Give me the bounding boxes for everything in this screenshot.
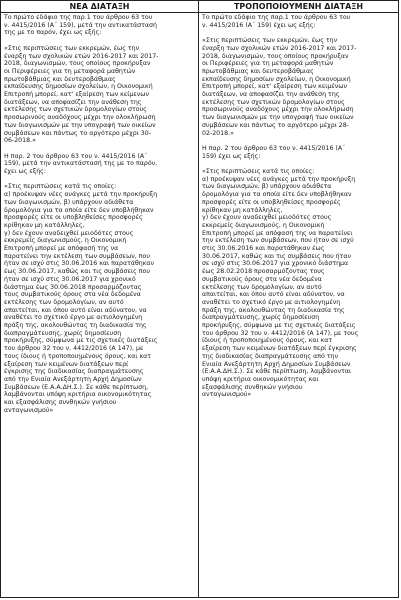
header-new-provision: ΝΕΑ ΔΙΑΤΑΞΗ [1, 1, 198, 13]
old-para1-text: «Στις περιπτώσεις των εκκρεμών, έως την έναρξη των σχολικών ετών 2016-2017 και 2017- 2018, διαγωνισμών, τους οποίους προκήρυξαν οι Περιφέρειες για τη μεταφορά μαθητών πρωτοβάθμιας και δευτεροβάθμιας εκπαίδευσης δημοσίων σχολείων, η Οικονομική Επιτροπή μπορεί, κατ' εξαίρεση των κειμένων διατάξεων, να αποφασίζει την ανάθεση της εκτέλεσης των σχετικών δρομολογίων στους προσωρινούς αναδόχους μέχρι την ολοκλήρωση των διαγωνισμών με την υπογραφή των οικείων συμβάσεων και πάντως το αργότερο μέχρι 28- 02-2018.» [202, 37, 357, 137]
new-para2-intro: Η παρ. 2 του άρθρου 63 του ν. 4415/2016 (Α΄ 159), μετά την αντικατάστασή της με το παρόν, έχει ως εξής: [4, 152, 158, 176]
old-para1-intro: Το πρώτο εδάφιο της παρ.1 του άρθρου 63 του ν. 4415/2016 (Α΄ 159) έχει ως εξής: [202, 14, 351, 29]
column-divider [198, 1, 199, 597]
new-para1-intro: Το πρώτο εδάφιο της παρ.1 του άρθρου 63 του ν. 4415/2016 (Α΄ 159), μετά την αντικατάστασή της με το παρόν, έχει ως εξής: [4, 14, 157, 37]
new-para1-text: «Στις περιπτώσεις των εκκρεμών, έως την έναρξη των σχολικών ετών 2016-2017 και 2017- 2018, διαγωνισμών, τους οποίους προκήρυξαν οι Περιφέρειες για τη μεταφορά μαθητών πρωτοβάθμιας και δευτεροβάθμιας εκπαίδευσης δημοσίων σχολείων, η Οικονομική Επιτροπή μπορεί, κατ' εξαίρεση των κείμενων διατάξεων, να αποφασίζει την ανάθεση της εκτέλεσης των σχετικών δρομολογίων στους προσωρινούς αναδόχους μέχρι την ολοκλήρωση των διαγωνισμών με την υπογραφή των οικείων συμβάσεων και πάντως το αργότερο μέχρι 30- 06-2018.» [4, 44, 159, 145]
new-provision-column [4, 14, 195, 597]
new-para2-text: «Στις περιπτώσεις κατά τις οποίες: α) προέκυψαν νέες ανάγκες μετά την προκήρυξη των διαγωνισμών, β) υπάρχουν αδιάθετα δρομολόγια για τα οποία είτε δεν υποβλήθηκαν προσφορές είτε οι υποβληθείσες προσφορές κρίθηκαν μη κατάλληλες, γ) δεν έχουν αναδειχθεί μειοδότες στους εκκρεμείς διαγωνισμούς, η Οικονομική Επιτροπή μπορεί με απόφασή της να παρατείνει την εκτέλεση των συμβάσεων, που ήταν σε ισχύ στις 30.06.2016 και παρατάθηκαν έως 30.06.2017, καθώς και τις συμβάσεις που ήταν σε ισχύ στις 30.06.2017 για χρονικό διάστημα έως 30.06.2018 προσαρμόζοντας τους συμβατικούς όρους στα νέα δεδομένα εκτέλεσης των δρομολογίων, αν αυτό απαιτείται, και όπου αυτό είναι αδύνατον, να αναθέτει το σχετικό έργο με αιτιολογημένη πράξη της, ακολουθώντας τη διαδικασία της διαπραγμάτευσης, χωρίς δημοσίευση προκήρυξης, σύμφωνα με τις σχετικές διατάξεις του άρθρου 32 του ν. 4412/2016 (Α 147), με τους ίδιους ή τροποποιημένους όρους, και κατ εξαίρεση των κειμένων διατάξεων περί έγκρισης της διαδικασίας διαπραγμάτευσης από την Ενιαία Ανεξάρτητη Αρχή Δημοσίων Συμβάσεων (Ε.Α.Α.ΔΗ.Σ.). Σε κάθε περίπτωση, λαμβάνονται υπόψη κριτήρια οικονομικότητας και εξασφάλισης συνθηκών γνήσιου ανταγωνισμού» [4, 183, 158, 414]
header-amended-provision: ΤΡΟΠΟΠΟΙΟΥΜΕΝΗ ΔΙΑΤΑΞΗ [199, 1, 398, 13]
old-para2-text: «Στις περιπτώσεις κατά τις οποίες: α) προέκυψαν νέες ανάγκες μετά την προκήρυξη των διαγωνισμών, β) υπάρχουν αδιάθετα δρομολόγια για τα οποία είτε δεν υποβλήθηκαν προσφορές είτε οι υποβληθείσες προσφορές κρίθηκαν μη κατάλληλες, γ) δεν έχουν αναδειχθεί μειοδότες στους εκκρεμείς διαγωνισμούς, η Οικονομική Επιτροπή μπορεί με απόφασή της να παρατείνει την εκτέλεση των συμβάσεων, που ήταν σε ισχύ στις 30.06.2016 και παρατάθηκαν έως 30.06.2017, καθώς και τις συμβάσεις που ήταν σε ισχύ στις 30.06.2017 για χρονικό διάστημα έως 28.02.2018 προσαρμόζοντας τους συμβατικούς όρους στα νέα δεδομένα εκτέλεσης των δρομολογίων, αν αυτό απαιτείται, και όπου αυτό είναι αδύνατον, να αναθέτει το σχετικό έργο με αιτιολογημένη πράξη της, ακολουθώντας τη διαδικασία της διαπραγμάτευσης, χωρίς δημοσίευση προκήρυξης, σύμφωνα με τις σχετικές διατάξεις του άρθρου 32 του ν. 4412/2016 (Α 147), με τους ίδιους ή τροποποιημένους όρους, και κατ εξαίρεση των κειμένων διατάξεων περί έγκρισης της διαδικασίας διαπραγμάτευσης από την Ενιαία Ανεξάρτητη Αρχή Δημοσίων Συμβάσεων (Ε.Α.Α.ΔΗ.Σ.). Σε κάθε περίπτωση, λαμβάνονται υπόψη κριτήρια οικονομικότητας και εξασφάλισης συνθηκών γνήσιου ανταγωνισμού» [202, 168, 359, 399]
old-para2-intro: Η παρ. 2 του άρθρου 63 του ν. 4415/2016 (Α΄ 159) έχει ως εξής: [202, 144, 346, 160]
amended-provision-column [202, 14, 395, 597]
